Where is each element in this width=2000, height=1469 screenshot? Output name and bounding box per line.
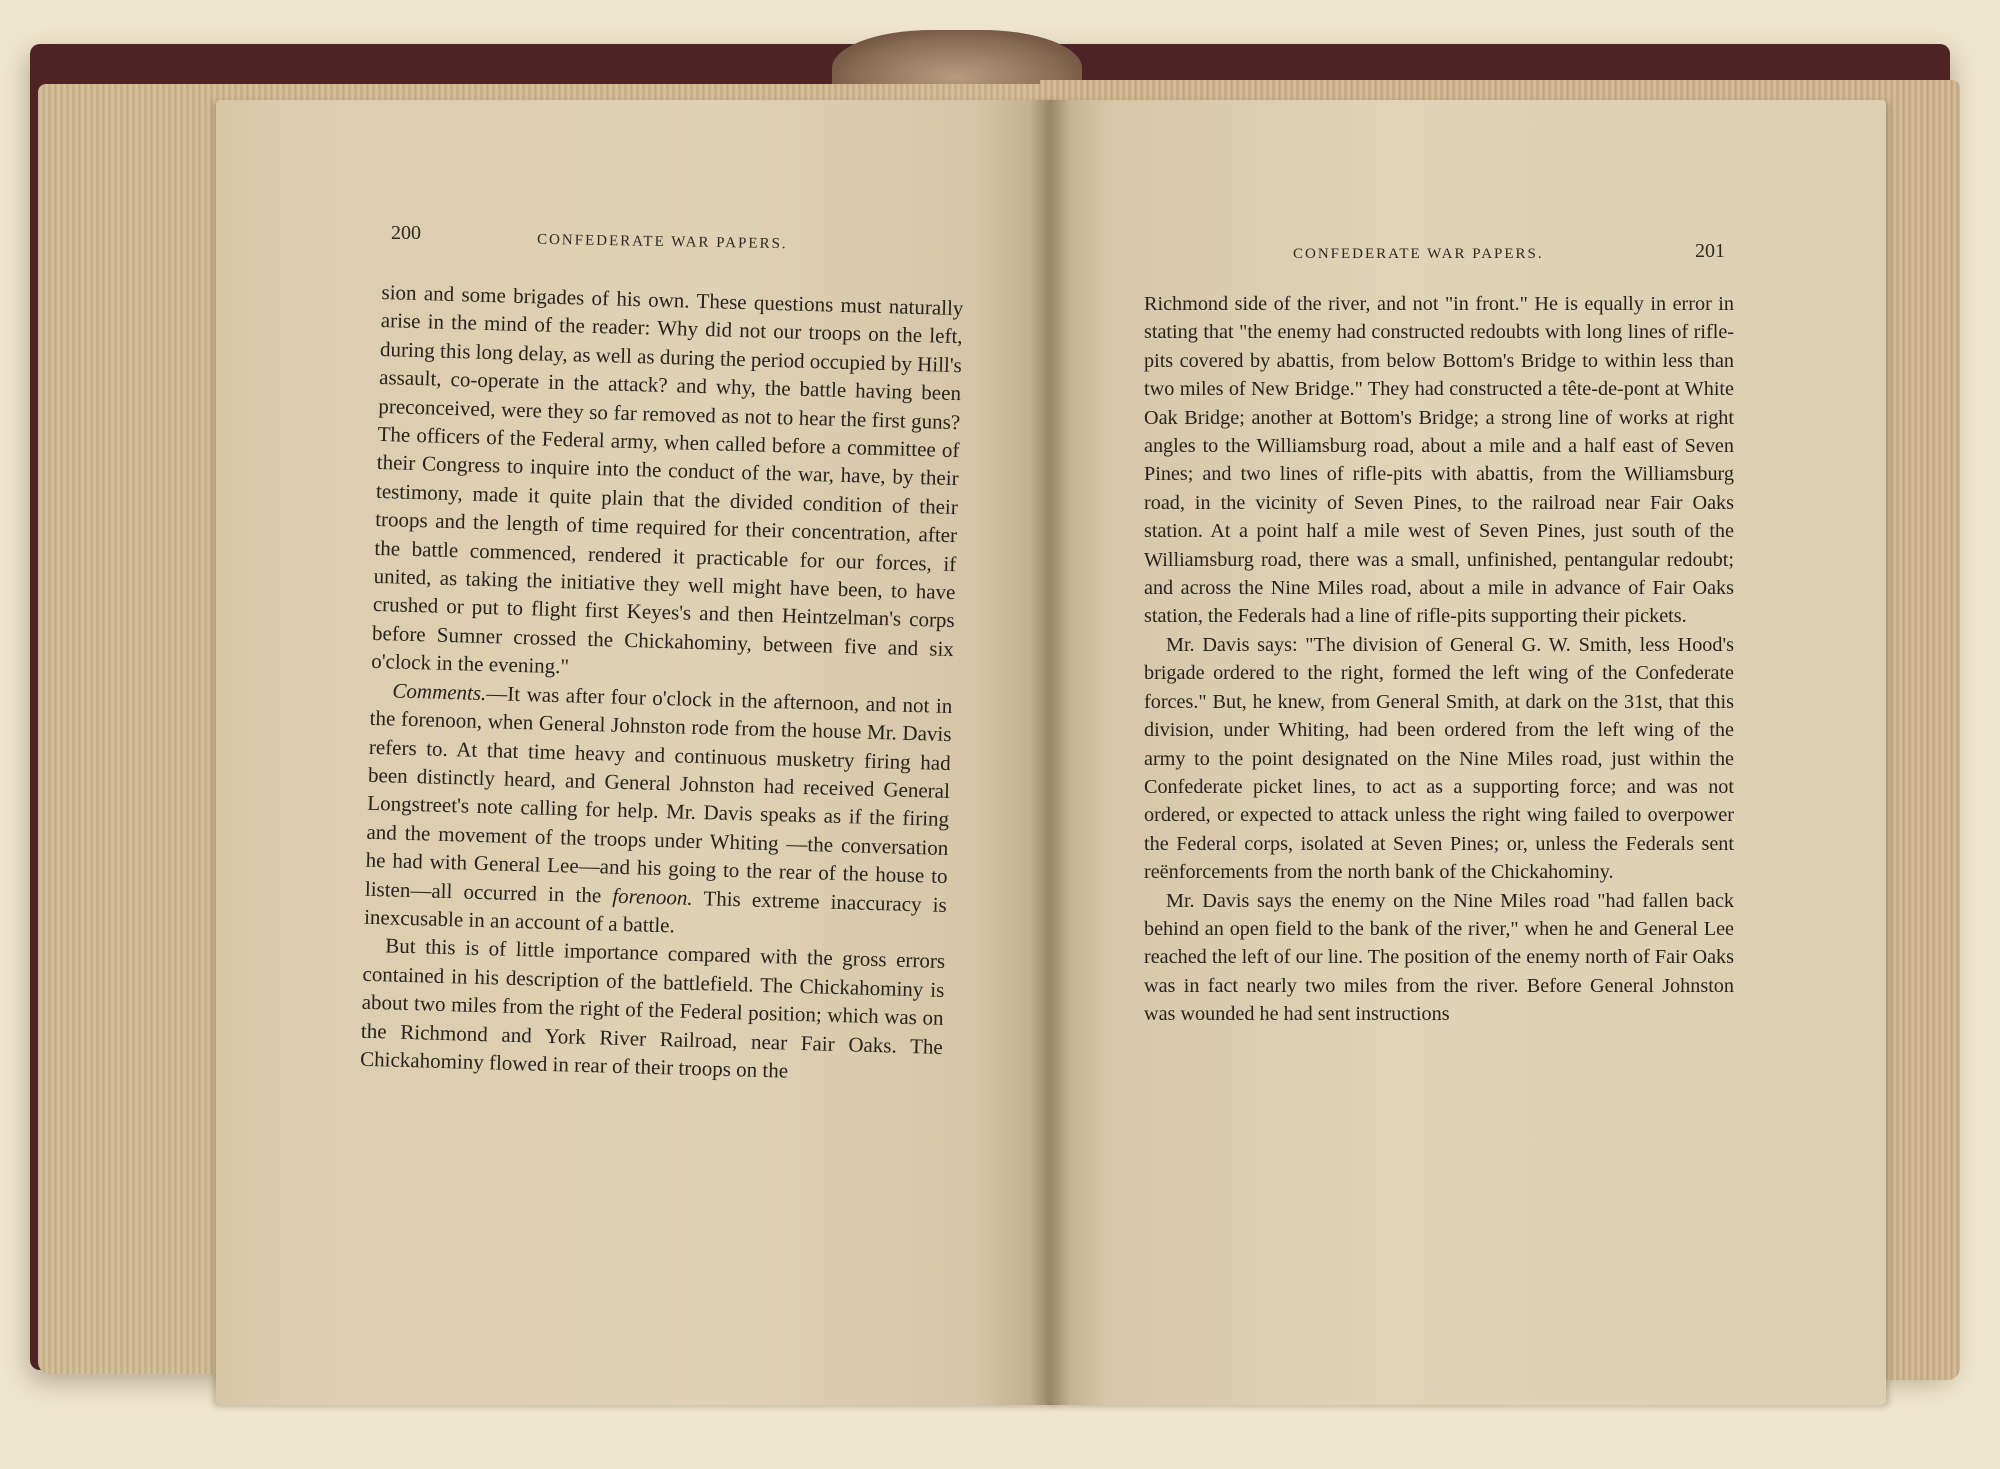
right-running-head: CONFEDERATE WAR PAPERS. (1293, 246, 1544, 262)
right-paragraph-1: Richmond side of the river, and not "in front." He is equally in error in stating that "the enemy had constructed redoubts with long lines of rifle-pits covered by abattis, from below Bottom's Bridge to within less than two miles of New Bridge." They had constructed a tête-de-pont at White Oak Bridge; another at Bottom's Bridge; a strong line of works at right angles to the Williamsburg road, about a mile and a half east of Seven Pines; and two lines of rifle-pits with abattis, from the Williamsburg road, in the vicinity of Seven Pines, to the railroad near Fair Oaks station. At a point half a mile west of Seven Pines, just south of the Williamsburg road, there was a small, unfinished, pentangular redoubt; and across the Nine Miles road, about a mile in advance of Fair Oaks station, the Federals had a line of rifle-pits supporting their pickets. (1144, 293, 1734, 628)
left-body-text (360, 278, 964, 1089)
right-page (1048, 100, 1886, 1405)
left-page (216, 100, 1058, 1405)
left-paragraph-3: But this is of little importance compared with the gross errors contained in his description of the battlefield. The Chickahominy is about two miles from the right of the Federal position; which was on the Richmond and York River Railroad, near Fair Oaks. The Chickahominy flowed in rear of their troops on the (359, 933, 946, 1083)
left-page-number: 200 (391, 222, 421, 244)
left-paragraph-1: sion and some brigades of his own. These questions must naturally arise in the mind of the reader: Why did not our troops on the left, during this long delay, as well as during the period occupied by Hill's assault, co-operate in the attack? and why, the battle having been preconceived, were they so far removed as not to hear the first guns? The officers of the Federal army, when called before a committee of their Congress to inquire into the conduct of the war, have, by their testimony, made it quite plain that the divided condition of their troops and the length of time required for their concentration, after the battle commenced, rendered it practicable for our forces, if united, as taking the initiative they well might have been, to have crushed or put to flight first Keyes's and then Heintzelman's corps before Sumner crossed the Chickahominy, between five and six o'clock in the evening." (370, 279, 964, 679)
forenoon-emphasis: forenoon. (612, 883, 694, 910)
left-paragraph-2 (364, 676, 953, 948)
left-paragraph-2-tail: This extreme inaccuracy is inexcusable in an account of a battle. (363, 885, 948, 938)
right-page-number: 201 (1695, 240, 1725, 262)
left-paragraph-2-text: —It was after four o'clock in the afternoon, and not in the forenoon, when General Johnston rode from the house Mr. Davis refers to. At that time heavy and continuous musketry firing had been distinctly heard, and General Johnston had received General Longstreet's note calling for help. Mr. Davis speaks as if the firing and the movement of the troops under Whiting —the conversation he had with General Lee—and his going to the rear of the house to listen—all occurred in the (364, 680, 953, 908)
comments-label: Comments. (392, 678, 487, 705)
right-paragraph-2: Mr. Davis says: "The division of General G. W. Smith, less Hood's brigade ordered to the right, formed the left wing of the Confederate forces." But, he knew, from General Smith, at dark on the 31st, that this division, under Whiting, had been ordered from the left wing of the army to the point designated on the Nine Miles road, just within the Confederate picket lines, to act as a supporting force; and was not ordered, or expected to attack unless the right wing failed to overpower the Federal corps, isolated at Seven Pines; or, unless the Federals sent reënforcements from the north bank of the Chickahominy. (1144, 633, 1734, 884)
left-running-head: CONFEDERATE WAR PAPERS. (536, 231, 788, 253)
gutter-shadow (1030, 100, 1070, 1405)
right-paragraph-3: Mr. Davis says the enemy on the Nine Miles road "had fallen back behind an open field to the bank of the river," when he and General Lee reached the left of our line. The position of the enemy north of Fair Oaks was in fact nearly two miles from the river. Before General Johnston was wounded he had sent instructions (1144, 889, 1734, 1026)
right-body-text (1144, 290, 1734, 1029)
